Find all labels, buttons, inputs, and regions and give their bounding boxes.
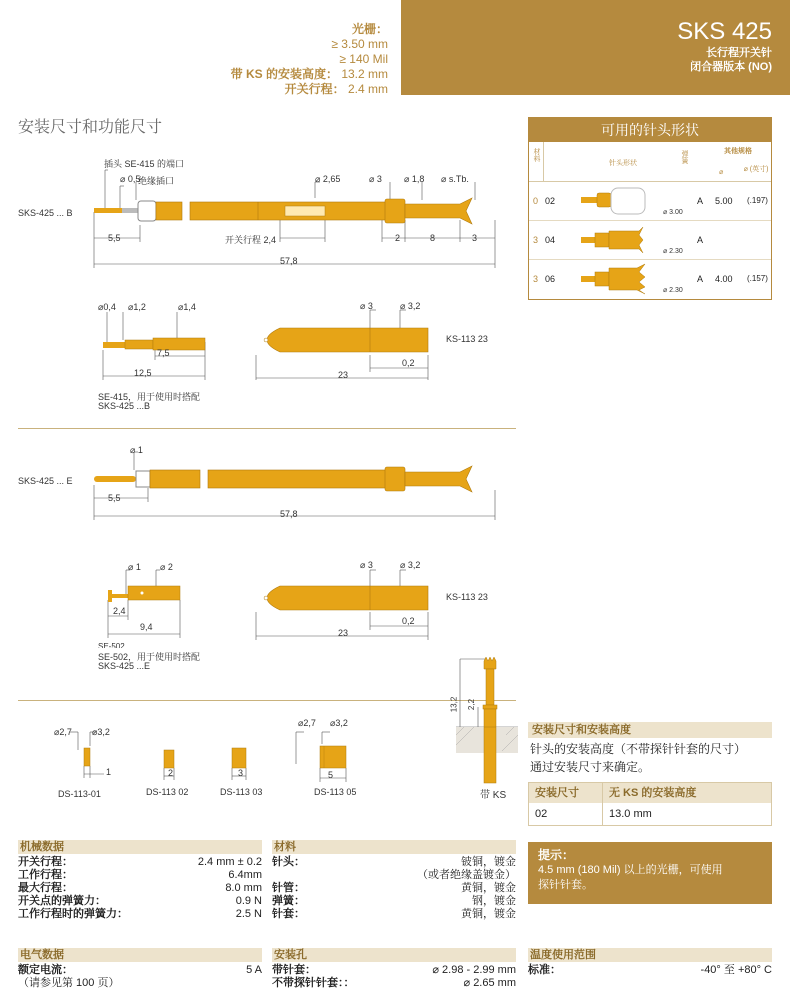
mech-row: 工作行程： 6.4mm bbox=[18, 869, 262, 881]
row-code: 06 bbox=[545, 274, 556, 284]
table-row: 02 13.0 mm bbox=[529, 803, 771, 825]
dim-02: 0,2 bbox=[402, 358, 415, 368]
dim-55: 5,5 bbox=[108, 493, 121, 503]
dim-d265: ⌀ 2,65 bbox=[315, 174, 341, 184]
mount-row: 不带探针针套：： ⌀ 2.65 mm bbox=[272, 977, 516, 989]
material-title: 材料 bbox=[272, 840, 516, 854]
dim-125: 12,5 bbox=[134, 368, 152, 378]
mech-title: 机械数据 bbox=[18, 840, 262, 854]
install-table-header: 安装尺寸 无 KS 的安装高度 bbox=[529, 783, 771, 803]
drawing-ds-parts bbox=[40, 720, 370, 790]
dim-d14: ⌀1,4 bbox=[178, 302, 196, 312]
dim-d1: ⌀ 1 bbox=[128, 562, 141, 572]
row-spring: A bbox=[697, 235, 704, 245]
dim-22: 2,2 bbox=[467, 698, 477, 711]
ds-02-label: DS-113 02 bbox=[146, 787, 189, 797]
mech-row: 开关行程： 2.4 mm ± 0.2 bbox=[18, 856, 262, 868]
electric-row: （请参见第 100 页） bbox=[18, 977, 120, 989]
row-other: 5.00 bbox=[715, 196, 733, 206]
ds-03-label: DS-113 03 bbox=[220, 787, 263, 797]
note-box: 提示： 4.5 mm (180 Mil) 以上的光栅，可使用 探针针套。 bbox=[528, 842, 772, 904]
material-row: （或者绝缘盖镀金） bbox=[417, 869, 516, 881]
mech-row: 开关点的弹簧力： 0.9 N bbox=[18, 895, 262, 907]
dim-24: 2,4 bbox=[113, 606, 126, 616]
dim-d3: ⌀ 3 bbox=[360, 301, 373, 311]
se415-caption-1: SE-415，用于使用时搭配 bbox=[98, 392, 201, 402]
tip-flat-insulated-icon bbox=[579, 184, 659, 218]
spec-grid-label: 光栅： bbox=[351, 22, 388, 36]
temp-title: 温度使用范围 bbox=[528, 948, 772, 962]
ds-05-label: DS-113 05 bbox=[314, 787, 357, 797]
row-spring: A bbox=[697, 196, 704, 206]
drawing-b-label: SKS-425 ... B bbox=[18, 208, 73, 218]
dim-132: 13,2 bbox=[449, 696, 459, 713]
dim-578: 57,8 bbox=[280, 509, 298, 519]
row-spring: A bbox=[697, 274, 704, 284]
ks-label: KS-113 23 bbox=[446, 592, 488, 602]
col-shape: 针头形状 bbox=[609, 160, 637, 167]
row-other: 4.00 bbox=[715, 274, 733, 284]
tip-row[interactable] bbox=[529, 221, 771, 260]
row-code: 02 bbox=[545, 196, 556, 206]
subtitle-2: 闭合器版本 (NO) bbox=[690, 61, 772, 73]
dim-3: 3 bbox=[238, 768, 244, 778]
header-specs bbox=[200, 22, 388, 97]
subtitle-1: 长行程开关针 bbox=[706, 47, 772, 59]
tip-table-title: 可用的针头形状 bbox=[529, 118, 771, 142]
model-title: SKS 425 bbox=[677, 18, 772, 45]
dim-d32: ⌀ 3,2 bbox=[400, 560, 421, 570]
electric-title: 电气数据 bbox=[18, 948, 262, 962]
dim-d32b: ⌀3,2 bbox=[330, 718, 348, 728]
ks-install-label: 带 KS bbox=[480, 790, 507, 801]
plug-port-label: 插头 SE-415 的端口 bbox=[104, 159, 185, 169]
dim-23: 23 bbox=[338, 370, 349, 380]
material-row: 弹簧： 钢，镀金 bbox=[272, 895, 516, 907]
insulation-label: 绝缘插口 bbox=[138, 176, 175, 186]
se415-caption-2: SKS-425 ...B bbox=[98, 401, 151, 411]
tip-table-header bbox=[529, 142, 771, 182]
col-diam-mil: ⌀ (英寸) bbox=[743, 166, 769, 173]
row-diam: ⌀ 2.30 bbox=[663, 248, 683, 255]
row-diam: ⌀ 2.30 bbox=[663, 287, 683, 294]
col-material: 材料 bbox=[533, 148, 540, 162]
temp-row: 标准： -40° 至 +80° C bbox=[528, 964, 772, 976]
tip-row[interactable] bbox=[529, 182, 771, 221]
dim-578: 57,8 bbox=[280, 256, 298, 266]
mount-hole-title: 安装孔 bbox=[272, 948, 516, 962]
dim-94: 9,4 bbox=[140, 622, 153, 632]
dim-d18: ⌀ 1,8 bbox=[404, 174, 425, 184]
dim-1: 1 bbox=[106, 767, 112, 777]
col-divider bbox=[543, 142, 544, 182]
section-title: 安装尺寸和功能尺寸 bbox=[18, 119, 163, 136]
electric-row: 额定电流： 5 A bbox=[18, 964, 262, 976]
mount-row: 带针套： ⌀ 2.98 - 2.99 mm bbox=[272, 964, 516, 976]
material-row: 针套： 黄铜，镀金 bbox=[272, 908, 516, 920]
dim-3: 3 bbox=[472, 233, 478, 243]
material-row: 针管： 黄铜，镀金 bbox=[272, 882, 516, 894]
dim-d04: ⌀0,4 bbox=[98, 302, 116, 312]
se502-cut-label: SE-502 bbox=[98, 642, 125, 648]
row-material: 3 bbox=[533, 235, 539, 245]
tip-crown-icon bbox=[579, 223, 659, 257]
dim-2: 2 bbox=[168, 768, 174, 778]
row-code: 04 bbox=[545, 235, 556, 245]
mech-row: 工作行程时的弹簧力： 2.5 N bbox=[18, 908, 262, 920]
dim-d1: ⌀ 1 bbox=[130, 445, 143, 455]
dim-d12: ⌀1,2 bbox=[128, 302, 146, 312]
divider bbox=[18, 700, 516, 701]
se502-caption-2: SKS-425 ...E bbox=[98, 661, 151, 671]
dim-02: 0,2 bbox=[402, 616, 415, 626]
dim-d27b: ⌀2,7 bbox=[298, 718, 316, 728]
dim-d32: ⌀ 3,2 bbox=[400, 301, 421, 311]
dim-d27: ⌀2,7 bbox=[54, 727, 72, 737]
spec-switch-travel: 开关行程： 2.4 mm bbox=[284, 82, 388, 96]
dim-dstb: ⌀ s.Tb. bbox=[441, 174, 469, 184]
dim-55: 5,5 bbox=[108, 233, 121, 243]
mech-row: 最大行程： 8.0 mm bbox=[18, 882, 262, 894]
dim-d05: ⌀ 0,5 bbox=[120, 174, 141, 184]
dim-2: 2 bbox=[395, 233, 401, 243]
row-material: 0 bbox=[533, 196, 539, 206]
tip-shapes-table bbox=[528, 117, 772, 300]
switch-travel-dim: 开关行程 2,4 bbox=[225, 235, 277, 245]
install-text: 针头的安装高度（不带探针针套的尺寸） 通过安装尺寸来确定。 bbox=[530, 742, 747, 774]
dim-23: 23 bbox=[338, 628, 349, 638]
row-diam: ⌀ 3.00 bbox=[663, 209, 683, 216]
header-title-box bbox=[401, 0, 790, 95]
ks-label: KS-113 23 bbox=[446, 334, 488, 344]
drawing-ks-install bbox=[452, 655, 522, 790]
row-other-mil: (.197) bbox=[747, 196, 768, 205]
tip-star-crown-icon bbox=[579, 262, 659, 296]
dim-d3: ⌀ 3 bbox=[360, 560, 373, 570]
dim-75: 7,5 bbox=[157, 348, 170, 358]
material-row: 针头： 铍铜，镀金 bbox=[272, 856, 516, 868]
install-table bbox=[528, 782, 772, 826]
dim-d32: ⌀3,2 bbox=[92, 727, 110, 737]
dim-d2: ⌀ 2 bbox=[160, 562, 173, 572]
row-other-mil: (.157) bbox=[747, 274, 768, 283]
col-spring: 弹簧 bbox=[681, 150, 688, 164]
spec-grid-mm: ≥ 3.50 mm bbox=[331, 37, 388, 51]
drawing-e-label: SKS-425 ... E bbox=[18, 476, 73, 486]
dim-8: 8 bbox=[430, 233, 436, 243]
spec-grid-mil: ≥ 140 Mil bbox=[339, 52, 388, 66]
spec-install-height: 带 KS 的安装高度： 13.2 mm bbox=[230, 67, 388, 81]
row-material: 3 bbox=[533, 274, 539, 284]
ds-01-label: DS-113-01 bbox=[58, 789, 101, 799]
dim-d3: ⌀ 3 bbox=[369, 174, 382, 184]
dim-5: 5 bbox=[328, 770, 334, 780]
se502-caption-1: SE-502，用于使用时搭配 bbox=[98, 652, 201, 662]
col-other: 其他规格 bbox=[724, 148, 752, 155]
install-title: 安装尺寸和安装高度 bbox=[528, 722, 772, 738]
tip-row[interactable] bbox=[529, 260, 771, 299]
divider bbox=[18, 428, 516, 429]
col-diam: ⌀ bbox=[719, 169, 724, 176]
